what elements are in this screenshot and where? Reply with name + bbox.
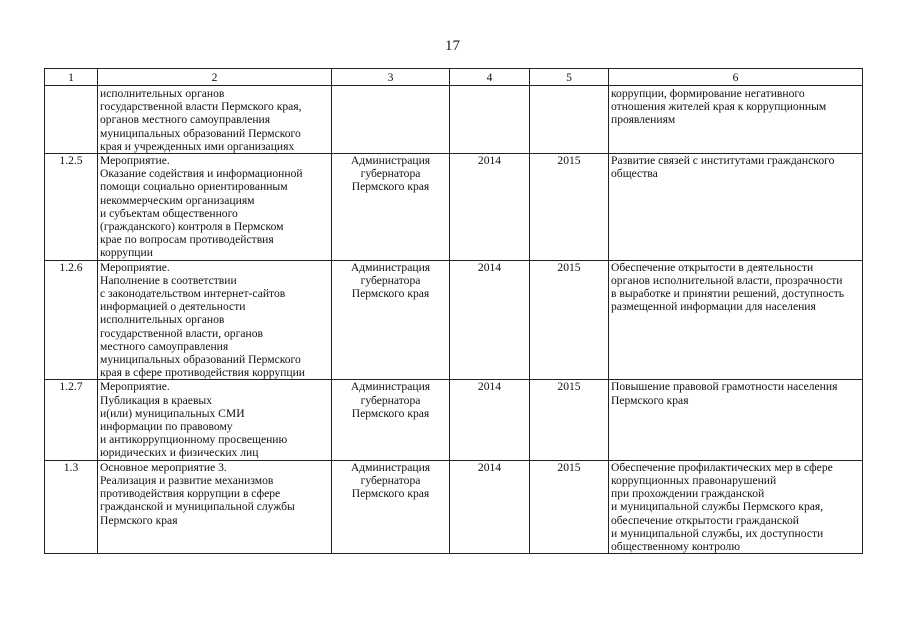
cell-end-year: [530, 86, 609, 154]
table-row: [45, 154, 863, 261]
cell-start-year-text: 2014: [477, 154, 502, 168]
activity-line: с законодательством интернет-сайтов: [100, 287, 286, 301]
cell-number: [45, 460, 98, 553]
header-col-3: 3: [332, 69, 450, 86]
cell-expected-result: [609, 460, 863, 553]
table-header-row: [45, 69, 863, 86]
activity-line: Пермского края: [100, 513, 178, 527]
cell-start-year-text: 2014: [477, 380, 502, 394]
executor-line: Пермского края: [351, 287, 430, 301]
activity-line: Мероприятие.: [100, 380, 170, 394]
header-col-5: 5: [530, 69, 609, 86]
result-line: Пермского края: [611, 393, 689, 407]
activity-line: Мероприятие.: [100, 260, 170, 274]
cell-activity: [98, 260, 332, 380]
activity-line: крае по вопросам противодействия: [100, 233, 274, 247]
activity-line: Оказание содействия и информационной: [100, 167, 303, 181]
cell-start-year: [450, 380, 530, 460]
activity-line: и субъектам общественного: [100, 206, 238, 220]
result-line: проявлениям: [611, 113, 676, 127]
result-line: и муниципальной службы, их доступности: [611, 526, 824, 540]
activity-line: коррупции: [100, 246, 153, 260]
cell-start-year: [450, 86, 530, 154]
table-row: [45, 86, 863, 154]
cell-number-text: 1.3: [63, 460, 79, 474]
header-col-1: 1: [45, 69, 98, 86]
cell-expected-result: [609, 86, 863, 154]
executor-line: губернатора: [360, 393, 421, 407]
activity-line: помощи социально ориентированным: [100, 180, 288, 194]
activity-line: государственной власти Пермского края,: [100, 100, 302, 114]
activity-line: и(или) муниципальных СМИ: [100, 406, 245, 420]
cell-end-year-text: 2015: [557, 460, 581, 474]
cell-start-year-text: 2014: [477, 460, 502, 474]
activity-line: и антикоррупционному просвещению: [100, 433, 288, 447]
result-line: размещенной информации для населения: [611, 300, 816, 314]
result-line: Обеспечение открытости в деятельности: [611, 260, 814, 274]
executor-line: губернатора: [360, 167, 421, 181]
result-line: общества: [611, 167, 658, 181]
cell-activity: [98, 86, 332, 154]
executor-line: губернатора: [360, 473, 421, 487]
cell-executor: [332, 86, 450, 154]
cell-end-year: [530, 260, 609, 380]
cell-number-text: 1.2.6: [59, 260, 83, 274]
activity-line: исполнительных органов: [100, 313, 225, 327]
cell-number: [45, 260, 98, 380]
executor-line: Пермского края: [351, 406, 430, 420]
header-col-6: 6: [609, 69, 863, 86]
result-line: и муниципальной службы Пермского края,: [611, 500, 824, 514]
cell-expected-result: [609, 380, 863, 460]
table-row: [45, 460, 863, 553]
cell-start-year: [450, 260, 530, 380]
cell-number-text: 1.2.5: [59, 154, 83, 168]
executor-line: губернатора: [360, 273, 421, 287]
cell-start-year-text: 2014: [477, 260, 502, 274]
result-line: органов исполнительной власти, прозрачности: [611, 273, 843, 287]
activity-line: информации по правовому: [100, 420, 233, 434]
executor-line: Администрация: [350, 260, 431, 274]
activity-line: государственной власти, органов: [100, 326, 263, 340]
activity-line: юридических и физических лиц: [100, 446, 259, 460]
cell-executor: [332, 260, 450, 380]
result-line: при прохождении гражданской: [611, 487, 765, 501]
activity-line: местного самоуправления: [100, 339, 229, 353]
program-activities-table: [44, 68, 863, 554]
cell-number: [45, 380, 98, 460]
result-line: в выработке и принятии решений, доступность: [611, 287, 845, 301]
activity-line: муниципальных образований Пермского: [100, 126, 301, 140]
activity-line: информацией о деятельности: [100, 300, 246, 314]
activity-line: муниципальных образований Пермского: [100, 353, 301, 367]
cell-activity: [98, 154, 332, 261]
cell-activity: [98, 460, 332, 553]
result-line: общественному контролю: [611, 539, 740, 553]
executor-line: Администрация: [350, 460, 431, 474]
cell-activity: [98, 380, 332, 460]
executor-line: Пермского края: [351, 180, 430, 194]
cell-number: [45, 86, 98, 154]
result-line: Повышение правовой грамотности населения: [611, 380, 838, 394]
cell-start-year: [450, 154, 530, 261]
activity-line: края и учрежденных ими организациях: [100, 139, 295, 153]
cell-expected-result: [609, 154, 863, 261]
result-line: отношения жителей края к коррупционным: [611, 100, 827, 114]
result-line: коррупционных правонарушений: [611, 473, 777, 487]
activity-line: противодействия коррупции в сфере: [100, 487, 281, 501]
cell-number: [45, 154, 98, 261]
activity-line: края в сфере противодействия коррупции: [100, 366, 306, 380]
cell-executor: [332, 380, 450, 460]
result-line: Обеспечение профилактических мер в сфере: [611, 460, 833, 474]
cell-end-year-text: 2015: [557, 260, 581, 274]
executor-line: Администрация: [350, 380, 431, 394]
result-line: обеспечение открытости гражданской: [611, 513, 800, 527]
activity-line: Мероприятие.: [100, 154, 170, 168]
cell-expected-result: [609, 260, 863, 380]
cell-end-year-text: 2015: [557, 154, 581, 168]
activity-line: Наполнение в соответствии: [100, 273, 237, 287]
page-number: 17: [445, 38, 460, 54]
header-col-2: 2: [98, 69, 332, 86]
cell-end-year: [530, 380, 609, 460]
activity-line: (гражданского) контроля в Пермском: [100, 220, 284, 234]
cell-executor: [332, 460, 450, 553]
table-row: [45, 260, 863, 380]
cell-end-year-text: 2015: [557, 380, 581, 394]
activity-line: Публикация в краевых: [100, 393, 213, 407]
activity-line: Реализация и развитие механизмов: [100, 473, 274, 487]
result-line: Развитие связей с институтами гражданского: [611, 154, 835, 168]
activity-line: органов местного самоуправления: [100, 113, 271, 127]
result-line: коррупции, формирование негативного: [611, 87, 805, 100]
cell-executor: [332, 154, 450, 261]
executor-line: Пермского края: [351, 487, 430, 501]
activity-line: Основное мероприятие 3.: [100, 460, 227, 474]
activity-line: некоммерческим организациям: [100, 193, 255, 207]
cell-end-year: [530, 154, 609, 261]
executor-line: Администрация: [350, 154, 431, 168]
header-col-4: 4: [450, 69, 530, 86]
activity-line: гражданской и муниципальной службы: [100, 500, 295, 514]
table-row: [45, 380, 863, 460]
cell-start-year: [450, 460, 530, 553]
cell-end-year: [530, 460, 609, 553]
table-body: [45, 86, 863, 554]
cell-number-text: 1.2.7: [59, 380, 83, 394]
activity-line: исполнительных органов: [100, 87, 225, 100]
